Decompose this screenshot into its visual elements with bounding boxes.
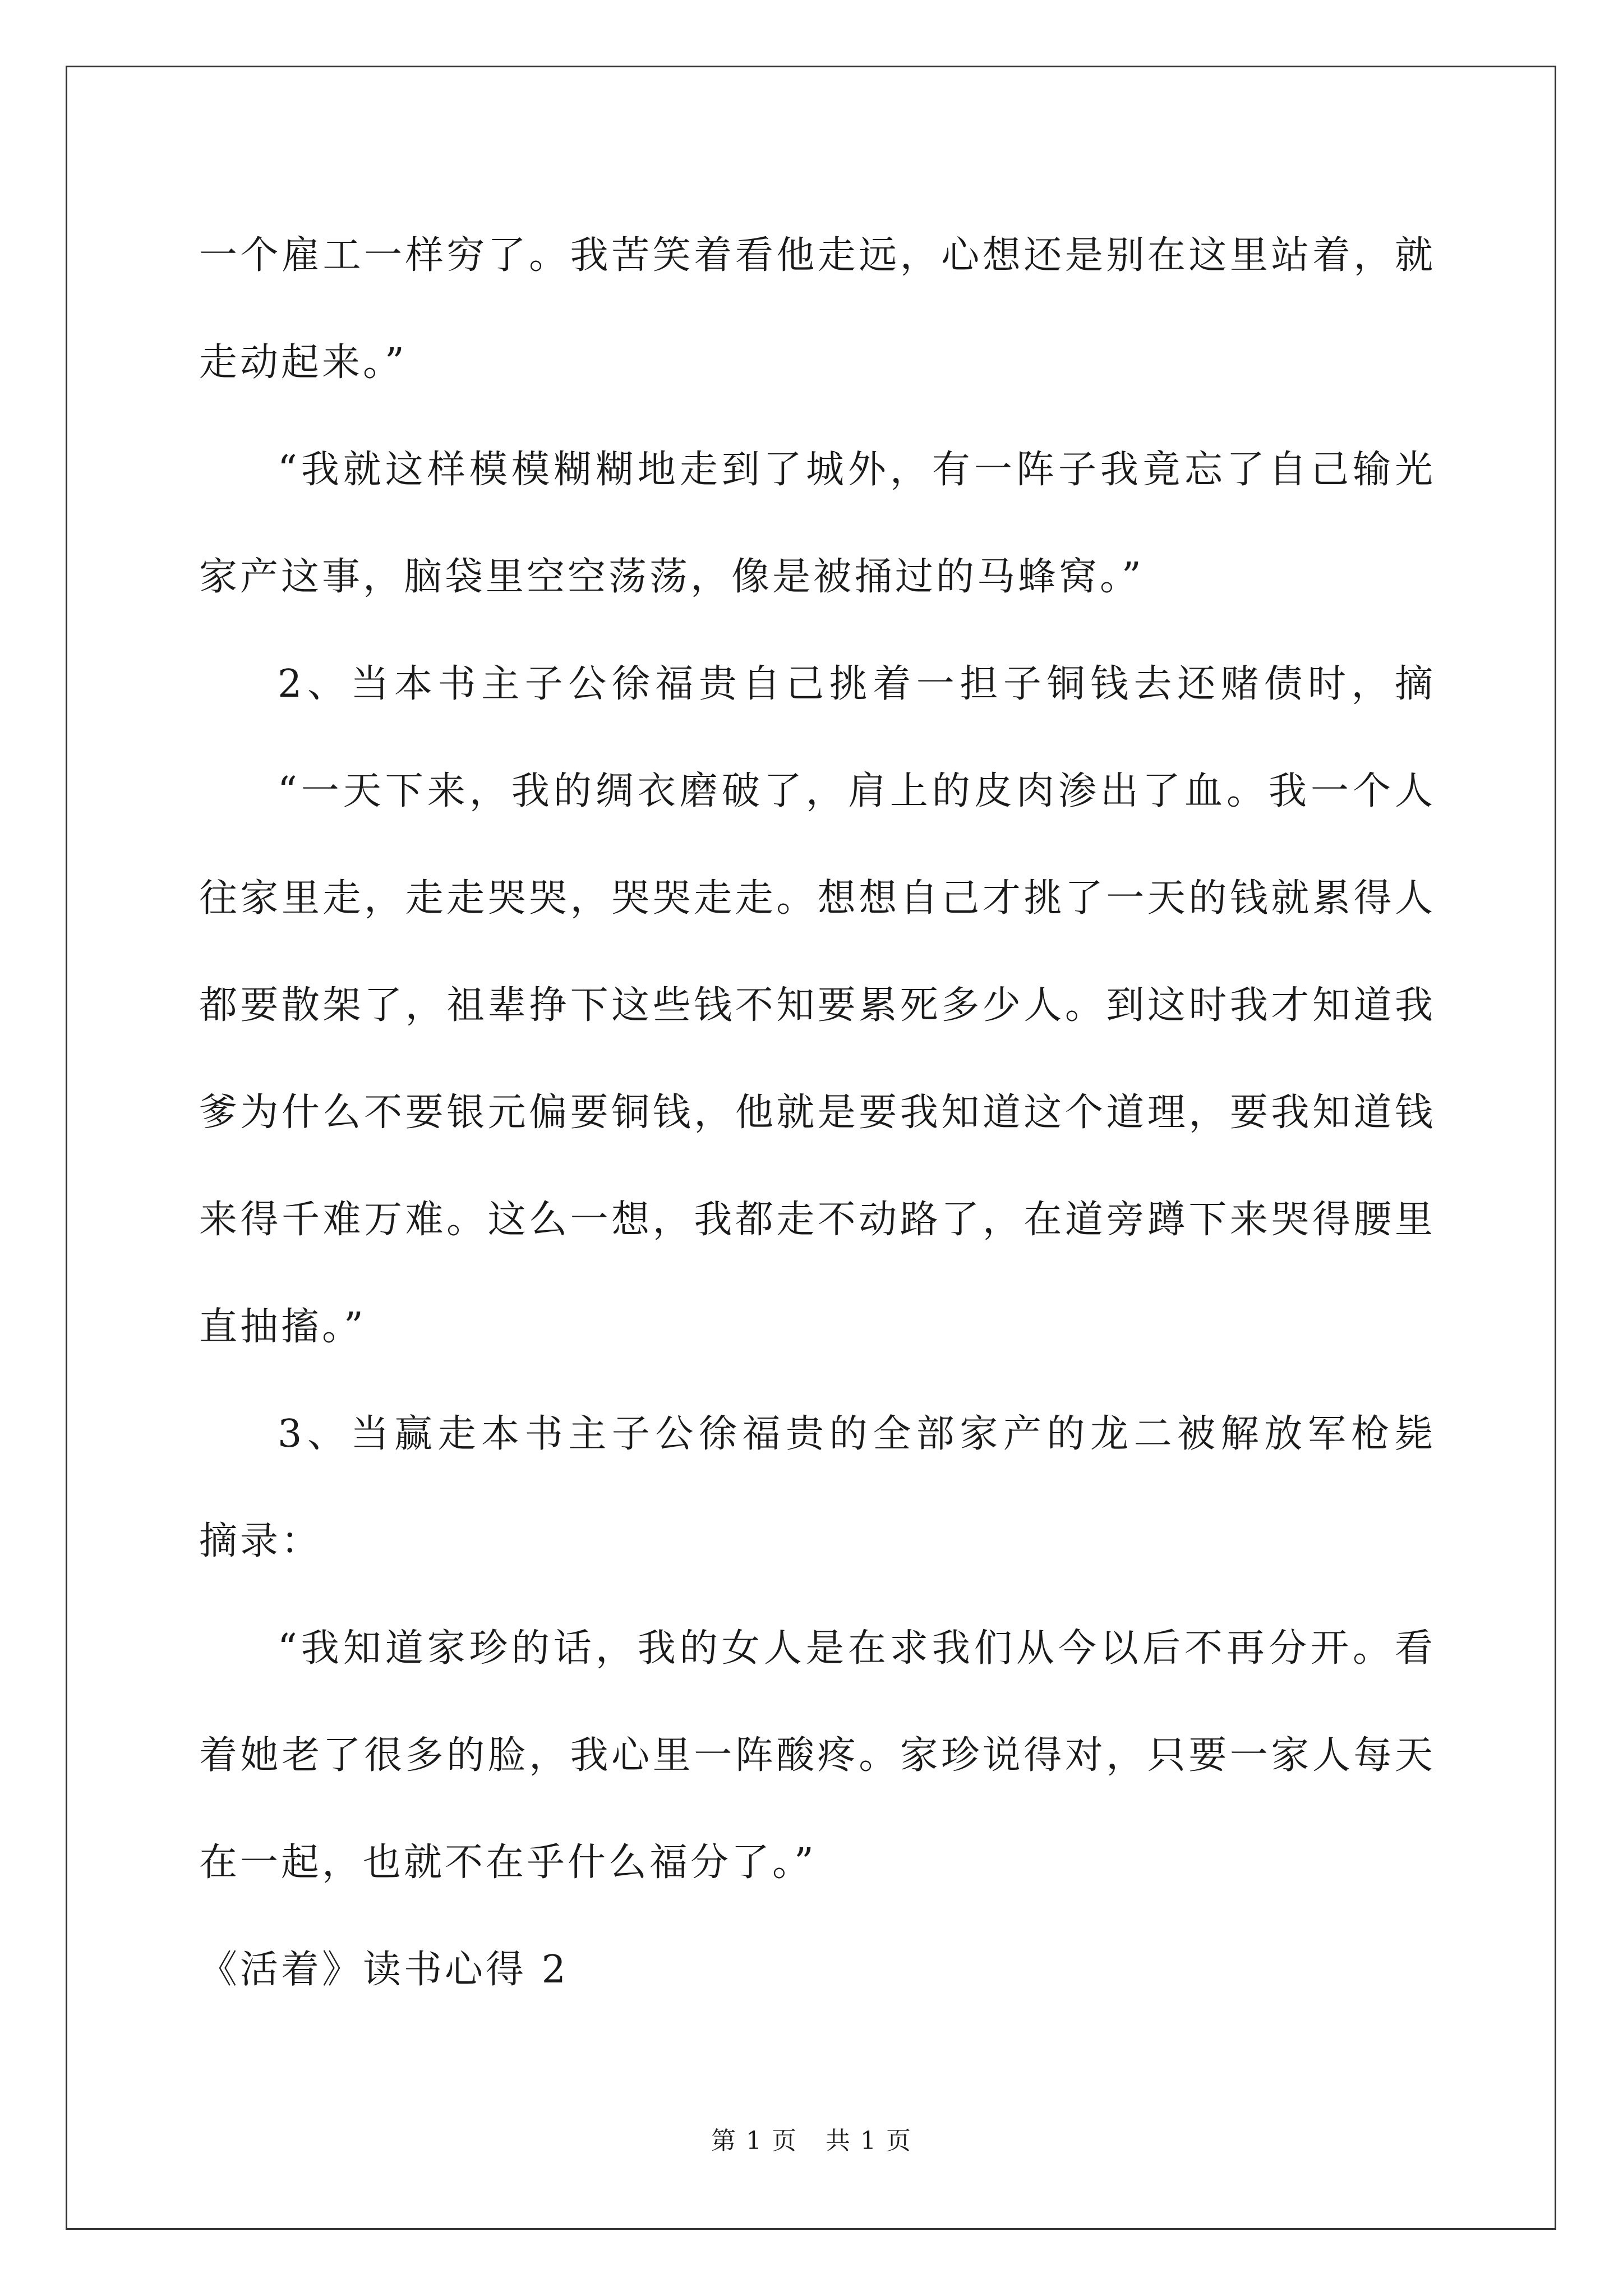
paragraph-line: 家产这事，脑袋里空空荡荡，像是被捅过的马蜂窝。”: [199, 555, 1144, 599]
paragraph-line: 往家里走，走走哭哭，哭哭走走。想想自己才挑了一天的钱就累得人: [199, 876, 1436, 921]
section-title: 《活着》读书心得 2: [199, 1948, 569, 1992]
paragraph-line: “一天下来，我的绸衣磨破了，肩上的皮肉渗出了血。我一个人: [278, 769, 1436, 813]
document-body: [199, 202, 1436, 2023]
paragraph-line: 在一起，也就不在乎什么福分了。”: [199, 1841, 817, 1885]
paragraph-line: “我知道家珍的话，我的女人是在求我们从今以后不再分开。看: [278, 1626, 1436, 1671]
paragraph-line: 一个雇工一样穷了。我苦笑着看他走远，心想还是别在这里站着，就: [199, 233, 1436, 278]
paragraph-line: “我就这样模模糊糊地走到了城外，有一阵子我竟忘了自己输光: [278, 448, 1436, 492]
paragraph-line: 2、当本书主子公徐福贵自己挑着一担子铜钱去还赌债时，摘: [278, 662, 1436, 706]
page-number-current: 第 1 页: [711, 2127, 797, 2155]
paragraph-line: 来得千难万难。这么一想，我都走不动路了，在道旁蹲下来哭得腰里: [199, 1198, 1436, 1242]
paragraph-line: 着她老了很多的脸，我心里一阵酸疼。家珍说得对，只要一家人每天: [199, 1733, 1436, 1778]
paragraph-line: 爹为什么不要银元偏要铜钱，他就是要我知道这个道理，要我知道钱: [199, 1091, 1436, 1135]
paragraph-line: 摘录：: [199, 1519, 322, 1563]
page-number-total: 共 1 页: [826, 2127, 912, 2155]
paragraph-line: 直抽搐。”: [199, 1305, 366, 1349]
paragraph-line: 3、当赢走本书主子公徐福贵的全部家产的龙二被解放军枪毙: [278, 1412, 1436, 1456]
page-footer: [0, 2120, 1623, 2156]
paragraph-line: 走动起来。”: [199, 341, 407, 385]
paragraph-line: 都要散架了，祖辈挣下这些钱不知要累死多少人。到这时我才知道我: [199, 983, 1436, 1028]
